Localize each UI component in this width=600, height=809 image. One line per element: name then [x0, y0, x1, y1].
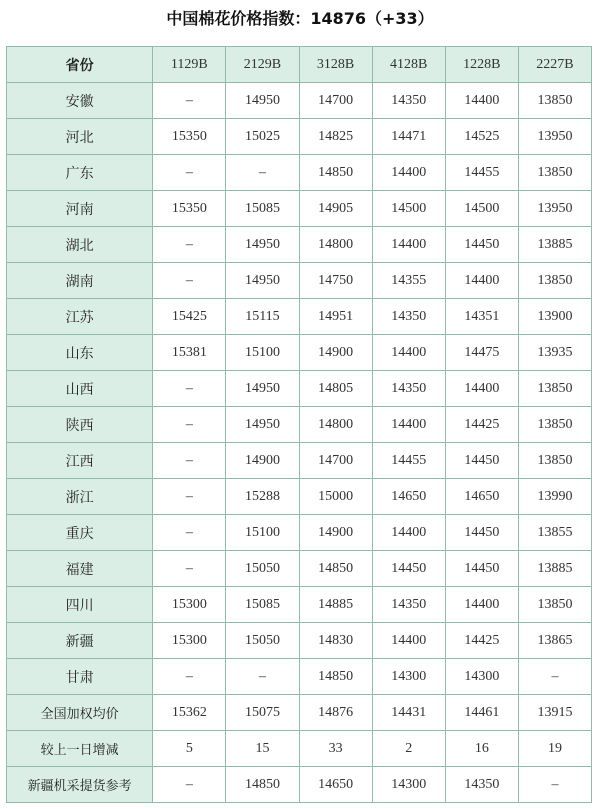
price-cell: 15100	[226, 335, 299, 371]
price-cell: 14355	[372, 263, 445, 299]
table-row	[7, 155, 592, 191]
row-label: 较上一日增减	[7, 731, 153, 767]
price-cell: 14950	[226, 371, 299, 407]
table-row	[7, 479, 592, 515]
price-cell: 14700	[299, 443, 372, 479]
price-cell: 14450	[445, 443, 518, 479]
header-cell-grade: 2227B	[518, 47, 591, 83]
price-cell: –	[153, 83, 226, 119]
price-cell: 14350	[445, 767, 518, 803]
price-cell: 14475	[445, 335, 518, 371]
price-cell: 14650	[299, 767, 372, 803]
price-cell: 15075	[226, 695, 299, 731]
price-cell: 13855	[518, 515, 591, 551]
header-cell-grade: 2129B	[226, 47, 299, 83]
price-cell: 14431	[372, 695, 445, 731]
price-cell: 14455	[372, 443, 445, 479]
price-cell: 15425	[153, 299, 226, 335]
price-cell: 13950	[518, 191, 591, 227]
price-cell: 13900	[518, 299, 591, 335]
price-cell: 15300	[153, 623, 226, 659]
header-cell-grade: 3128B	[299, 47, 372, 83]
cotton-price-table	[6, 46, 592, 803]
price-cell: 14350	[372, 299, 445, 335]
price-cell: 14450	[445, 515, 518, 551]
price-cell: 14700	[299, 83, 372, 119]
price-cell: 14400	[445, 263, 518, 299]
price-cell: 14950	[226, 407, 299, 443]
table-row	[7, 695, 592, 731]
price-cell: 14951	[299, 299, 372, 335]
price-cell: 14950	[226, 227, 299, 263]
price-cell: 13885	[518, 551, 591, 587]
price-cell: 15000	[299, 479, 372, 515]
price-cell: 14450	[445, 227, 518, 263]
table-row	[7, 263, 592, 299]
price-cell: 14350	[372, 587, 445, 623]
price-cell: 14425	[445, 407, 518, 443]
price-cell: –	[226, 659, 299, 695]
price-cell: 13885	[518, 227, 591, 263]
price-cell: 13935	[518, 335, 591, 371]
price-cell: –	[153, 371, 226, 407]
table-row	[7, 299, 592, 335]
price-cell: 14400	[445, 371, 518, 407]
row-label: 河北	[7, 119, 153, 155]
price-cell: 14350	[372, 83, 445, 119]
row-label: 陕西	[7, 407, 153, 443]
row-label: 河南	[7, 191, 153, 227]
price-cell: –	[153, 155, 226, 191]
row-label: 湖南	[7, 263, 153, 299]
price-cell: 14850	[299, 155, 372, 191]
price-cell: 15350	[153, 191, 226, 227]
price-cell: –	[226, 155, 299, 191]
price-cell: 14876	[299, 695, 372, 731]
price-cell: 15300	[153, 587, 226, 623]
table-header-row	[7, 47, 592, 83]
table-row	[7, 623, 592, 659]
header-cell-province: 省份	[7, 47, 153, 83]
price-cell: 13850	[518, 371, 591, 407]
price-cell: 14400	[372, 623, 445, 659]
table-row	[7, 731, 592, 767]
price-cell: 14455	[445, 155, 518, 191]
header-cell-grade: 1129B	[153, 47, 226, 83]
table-row	[7, 191, 592, 227]
price-cell: 5	[153, 731, 226, 767]
price-cell: 14400	[445, 587, 518, 623]
price-cell: 14400	[372, 227, 445, 263]
price-cell: 14450	[445, 551, 518, 587]
table-row	[7, 767, 592, 803]
price-cell: 15350	[153, 119, 226, 155]
price-cell: –	[153, 767, 226, 803]
table-row	[7, 407, 592, 443]
price-cell: 33	[299, 731, 372, 767]
price-cell: 14471	[372, 119, 445, 155]
row-label: 湖北	[7, 227, 153, 263]
price-cell: 14300	[372, 767, 445, 803]
price-cell: –	[153, 227, 226, 263]
price-cell: 14950	[226, 263, 299, 299]
row-label: 浙江	[7, 479, 153, 515]
row-label: 山东	[7, 335, 153, 371]
price-cell: 14750	[299, 263, 372, 299]
price-cell: 14650	[372, 479, 445, 515]
price-cell: 14850	[299, 551, 372, 587]
price-cell: 14800	[299, 227, 372, 263]
row-label: 全国加权均价	[7, 695, 153, 731]
price-cell: 14850	[299, 659, 372, 695]
price-cell: –	[518, 767, 591, 803]
price-cell: –	[153, 551, 226, 587]
price-cell: 14900	[226, 443, 299, 479]
price-cell: 13850	[518, 83, 591, 119]
price-cell: 14500	[445, 191, 518, 227]
price-cell: 15050	[226, 623, 299, 659]
price-cell: 13850	[518, 263, 591, 299]
price-cell: 14300	[445, 659, 518, 695]
price-cell: 14400	[372, 407, 445, 443]
price-cell: 15381	[153, 335, 226, 371]
row-label: 新疆	[7, 623, 153, 659]
price-cell: 15050	[226, 551, 299, 587]
page-title: 中国棉花价格指数：14876（+33）	[166, 9, 434, 28]
price-cell: 15288	[226, 479, 299, 515]
price-cell: 14900	[299, 335, 372, 371]
price-cell: 13850	[518, 155, 591, 191]
table-row	[7, 227, 592, 263]
row-label: 江西	[7, 443, 153, 479]
price-cell: –	[153, 443, 226, 479]
price-cell: 14400	[372, 335, 445, 371]
price-cell: –	[153, 407, 226, 443]
price-cell: 14450	[372, 551, 445, 587]
price-cell: 14825	[299, 119, 372, 155]
row-label: 四川	[7, 587, 153, 623]
header-cell-grade: 1228B	[445, 47, 518, 83]
price-cell: 15085	[226, 191, 299, 227]
row-label: 安徽	[7, 83, 153, 119]
price-cell: 15025	[226, 119, 299, 155]
price-cell: 14400	[372, 155, 445, 191]
price-cell: 14850	[226, 767, 299, 803]
price-cell: 14525	[445, 119, 518, 155]
table-row	[7, 515, 592, 551]
price-cell: 14800	[299, 407, 372, 443]
price-cell: 2	[372, 731, 445, 767]
table-row	[7, 587, 592, 623]
price-cell: 15100	[226, 515, 299, 551]
price-cell: 13950	[518, 119, 591, 155]
price-cell: 13865	[518, 623, 591, 659]
row-label: 江苏	[7, 299, 153, 335]
price-cell: 14885	[299, 587, 372, 623]
price-cell: 19	[518, 731, 591, 767]
table-row	[7, 443, 592, 479]
price-cell: 13850	[518, 587, 591, 623]
price-cell: 14830	[299, 623, 372, 659]
price-cell: 14350	[372, 371, 445, 407]
price-cell: 14425	[445, 623, 518, 659]
price-cell: 14400	[445, 83, 518, 119]
price-cell: 14650	[445, 479, 518, 515]
price-cell: 13990	[518, 479, 591, 515]
price-cell: 14905	[299, 191, 372, 227]
price-cell: 15	[226, 731, 299, 767]
price-cell: 15115	[226, 299, 299, 335]
price-cell: –	[518, 659, 591, 695]
price-cell: 13850	[518, 443, 591, 479]
table-row	[7, 335, 592, 371]
table-row	[7, 659, 592, 695]
row-label: 新疆机采提货参考	[7, 767, 153, 803]
row-label: 广东	[7, 155, 153, 191]
table-row	[7, 119, 592, 155]
table-row	[7, 371, 592, 407]
price-cell: 14300	[372, 659, 445, 695]
header-cell-grade: 4128B	[372, 47, 445, 83]
price-cell: 14950	[226, 83, 299, 119]
price-cell: 15362	[153, 695, 226, 731]
price-cell: 14351	[445, 299, 518, 335]
price-cell: –	[153, 479, 226, 515]
row-label: 重庆	[7, 515, 153, 551]
table-row	[7, 83, 592, 119]
table-row	[7, 551, 592, 587]
price-cell: 13850	[518, 407, 591, 443]
price-cell: 14805	[299, 371, 372, 407]
price-cell: –	[153, 515, 226, 551]
price-cell: 15085	[226, 587, 299, 623]
row-label: 甘肃	[7, 659, 153, 695]
price-cell: 14461	[445, 695, 518, 731]
price-cell: 14900	[299, 515, 372, 551]
price-cell: –	[153, 263, 226, 299]
row-label: 福建	[7, 551, 153, 587]
price-cell: 14400	[372, 515, 445, 551]
row-label: 山西	[7, 371, 153, 407]
price-cell: 14500	[372, 191, 445, 227]
price-cell: 16	[445, 731, 518, 767]
price-cell: 13915	[518, 695, 591, 731]
price-cell: –	[153, 659, 226, 695]
